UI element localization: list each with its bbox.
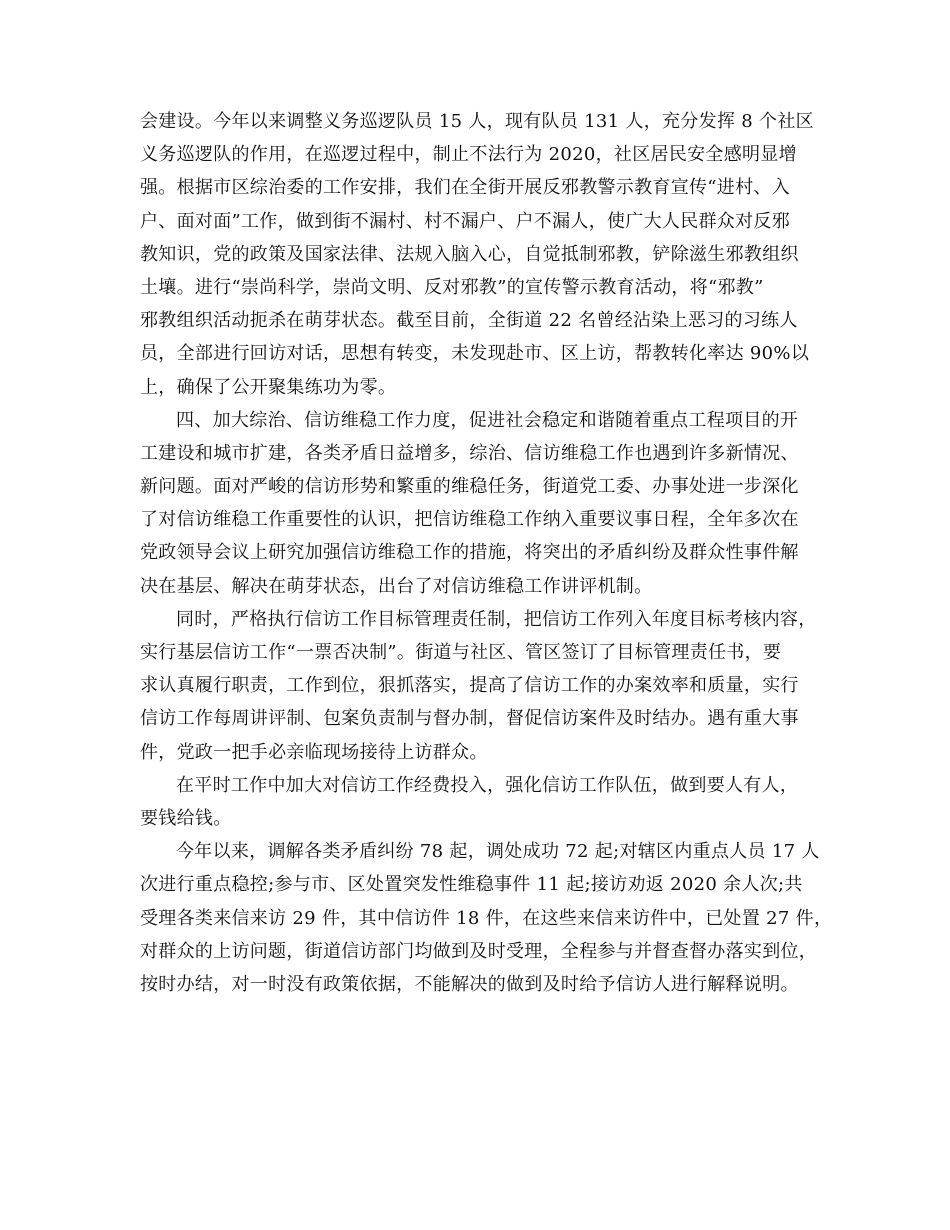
text-line: 户、面对面”工作，做到街不漏村、村不漏户、户不漏人，使广大人民群众对反邪 <box>140 210 790 232</box>
paragraph-start-line: 同时，严格执行信访工作目标管理责任制，把信访工作列入年度目标考核内容， <box>176 608 817 630</box>
text-line: 实行基层信访工作“一票否决制”。街道与社区、管区签订了目标管理责任书，要 <box>140 642 782 663</box>
text-line: 土壤。进行“崇尚科学，崇尚文明、反对邪教”的宣传警示教育活动，将“邪教” <box>140 276 764 298</box>
text-line: 工建设和城市扩建，各类矛盾日益增多，综治、信访维稳工作也遇到许多新情况、 <box>140 442 799 464</box>
text-line: 信访工作每周讲评制、包案负责制与督办制，督促信访案件及时结办。遇有重大事 <box>140 708 799 730</box>
text-line: 决在基层、解决在萌芽状态，出台了对信访维稳工作讲评机制。 <box>140 575 653 597</box>
text-line: 按时办结，对一时没有政策依据，不能解决的做到及时给予信访人进行解释说明。 <box>140 973 799 995</box>
text-line: 件，党政一把手必亲临现场接待上访群众。 <box>140 741 488 763</box>
paragraph-start-line: 在平时工作中加大对信访工作经费投入，强化信访工作队伍，做到要人有人， <box>176 774 799 796</box>
text-line: 教知识，党的政策及国家法律、法规入脑入心，自觉抵制邪教，铲除滋生邪教组织 <box>140 243 799 265</box>
text-line: 党政领导会议上研究加强信访维稳工作的措施，将突出的矛盾纠纷及群众性事件解 <box>140 542 799 564</box>
document-body <box>140 105 833 1001</box>
text-line: 强。根据市区综治委的工作安排，我们在全街开展反邪教警示教育宣传“进村、入 <box>140 177 790 199</box>
text-line: 会建设。今年以来调整义务巡逻队员 15 人，现有队员 131 人，充分发挥 8 个社区 <box>140 111 814 132</box>
text-line: 邪教组织活动扼杀在萌芽状态。截至目前，全街道 22 名曾经沾染上恶习的习练人 <box>140 310 798 332</box>
text-line: 受理各类来信来访 29 件，其中信访件 18 件，在这些来信来访件中，已处置 27 件， <box>140 907 833 929</box>
paragraph-start-line: 四、加大综治、信访维稳工作力度，促进社会稳定和谐随着重点工程项目的开 <box>176 409 799 431</box>
text-line: 新问题。面对严峻的信访形势和繁重的维稳任务，街道党工委、办事处进一步深化 <box>140 476 799 498</box>
text-line: 求认真履行职责，工作到位，狠抓落实，提高了信访工作的办案效率和质量，实行 <box>140 675 799 697</box>
text-line: 义务巡逻队的作用，在巡逻过程中，制止不法行为 2020，社区居民安全感明显增 <box>140 144 797 166</box>
text-line: 次进行重点稳控;参与市、区处置突发性维稳事件 11 起;接访劝返 2020 余人次;共 <box>140 874 803 896</box>
text-line: 上，确保了公开聚集练功为零。 <box>140 376 397 398</box>
paragraph-start-line: 今年以来，调解各类矛盾纠纷 78 起，调处成功 72 起;对辖区内重点人员 17 人 <box>176 841 820 863</box>
text-line: 了对信访维稳工作重要性的认识，把信访维稳工作纳入重要议事日程，全年多次在 <box>140 509 799 531</box>
text-line: 员，全部进行回访对话，思想有转变，未发现赴市、区上访，帮教转化率达 90%以 <box>140 343 810 365</box>
text-line: 对群众的上访问题，街道信访部门均做到及时受理，全程参与并督查督办落实到位， <box>140 940 818 962</box>
text-line: 要钱给钱。 <box>140 807 232 829</box>
